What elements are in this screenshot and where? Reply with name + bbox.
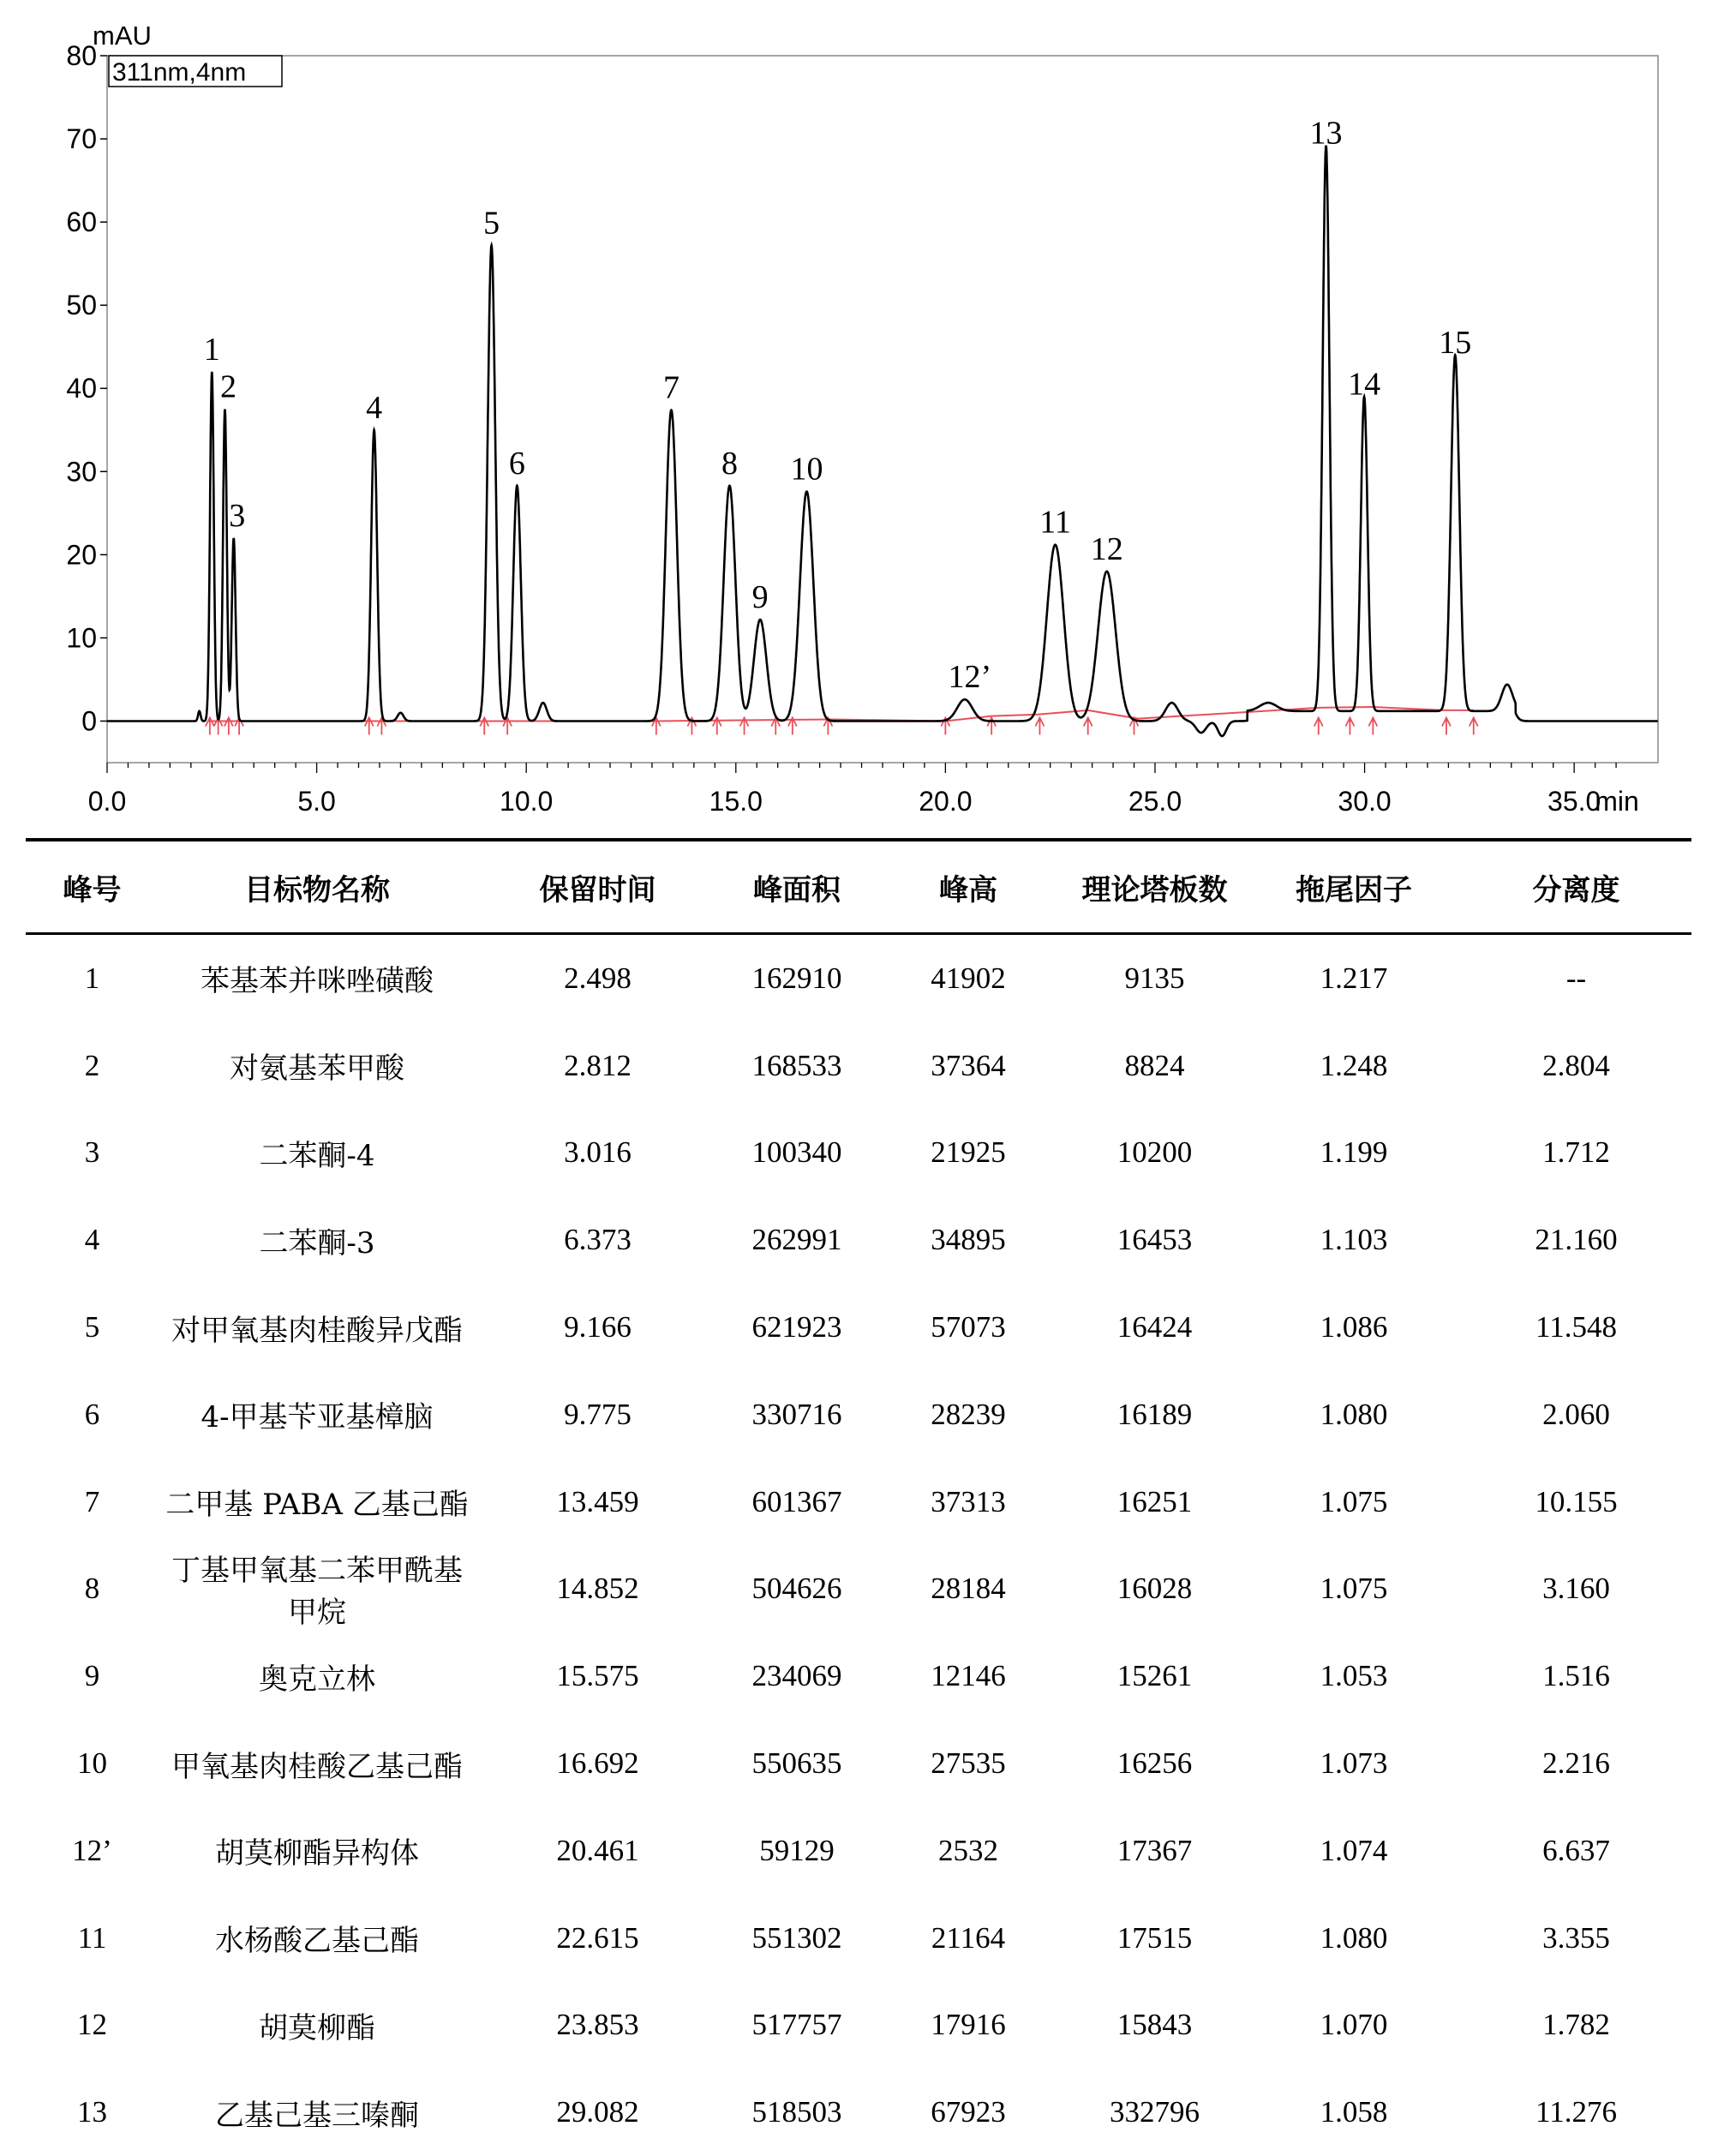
table-cell: 9135	[1124, 961, 1185, 995]
table-cell: 21925	[931, 1135, 1006, 1170]
table-cell: 1.080	[1320, 1397, 1388, 1431]
table-cell: 7	[84, 1484, 100, 1518]
table-cell: 1	[84, 961, 100, 995]
x-axis-unit: min	[1595, 786, 1639, 817]
y-tick-label: 60	[66, 207, 97, 238]
table-cell: 21.160	[1535, 1223, 1618, 1257]
x-tick-label: 0.0	[87, 786, 127, 817]
table-cell: 28239	[931, 1397, 1006, 1431]
column-header: 分离度	[1532, 872, 1620, 907]
table-cell: 1.782	[1542, 2008, 1610, 2042]
table-cell: 168533	[751, 1048, 842, 1082]
y-tick-label: 80	[66, 40, 97, 71]
table-cell: 10.155	[1535, 1484, 1618, 1518]
peak-label: 11	[1039, 504, 1071, 541]
x-tick-label: 25.0	[1128, 786, 1182, 817]
table-row	[26, 1110, 1691, 1197]
table-cell: 16453	[1116, 1223, 1193, 1257]
integration-mark	[1345, 717, 1354, 734]
table-cell: 1.080	[1320, 1920, 1388, 1955]
table-cell: 胡莫柳酯	[259, 2010, 375, 2045]
table-cell: 丁基甲氧基二苯甲酰基甲烷	[171, 1554, 463, 1631]
table-cell: 16189	[1116, 1397, 1193, 1431]
table-cell: 17515	[1116, 1920, 1193, 1955]
table-cell: 5	[84, 1310, 100, 1345]
integration-mark	[1368, 717, 1377, 734]
y-tick-label: 10	[66, 622, 97, 654]
table-cell: 9	[84, 1659, 100, 1693]
table-cell: 8824	[1124, 1048, 1185, 1082]
table-cell: --	[1565, 961, 1587, 995]
table-cell: 2532	[938, 1833, 998, 1867]
y-tick-label: 20	[66, 539, 97, 571]
table-cell: 1.075	[1320, 1484, 1388, 1518]
table-cell: 13.459	[556, 1484, 639, 1518]
table-cell: 17916	[931, 2008, 1006, 2042]
table-cell: 1.217	[1320, 961, 1388, 995]
table-row	[26, 1458, 1691, 1546]
table-cell: 27535	[931, 1746, 1006, 1781]
table-row	[26, 1807, 1691, 1895]
column-header: 保留时间	[539, 872, 656, 907]
table-cell: 1.074	[1320, 1833, 1388, 1867]
table-cell: 34895	[931, 1223, 1006, 1257]
table-cell: 苯基苯并咪唑磺酸	[201, 964, 434, 999]
y-tick-label: 40	[66, 373, 97, 404]
plot-frame	[107, 56, 1658, 763]
table-cell: 20.461	[556, 1833, 639, 1867]
table-cell: 262991	[751, 1223, 842, 1257]
table-cell: 22.615	[556, 1920, 639, 1955]
peak-label: 15	[1439, 325, 1472, 362]
table-cell: 12	[77, 2008, 107, 2042]
column-header: 峰号	[63, 872, 122, 907]
table-cell: 17367	[1116, 1833, 1193, 1867]
table-cell: 16.692	[556, 1746, 639, 1781]
integration-mark	[1470, 717, 1478, 734]
table-row	[26, 1022, 1691, 1110]
table-cell: 41902	[931, 961, 1006, 995]
table-cell: 乙基己基三嗪酮	[215, 2098, 419, 2133]
table-cell: 3.016	[564, 1135, 632, 1170]
table-cell: 3.160	[1542, 1572, 1610, 1606]
x-tick-label: 5.0	[297, 786, 336, 817]
integration-mark	[1084, 717, 1092, 734]
x-tick-label: 15.0	[709, 786, 763, 817]
table-row	[26, 1982, 1691, 2069]
table-cell: 28184	[931, 1572, 1006, 1606]
table-cell: 29.082	[556, 2095, 639, 2129]
results-table	[26, 838, 1691, 2156]
table-cell: 甲氧基肉桂酸乙基己酯	[171, 1749, 463, 1784]
table-cell: 二甲基 PABA 乙基己酯	[165, 1488, 469, 1523]
table-cell: 6	[84, 1397, 100, 1431]
table-cell: 12’	[72, 1833, 112, 1867]
column-header: 拖尾因子	[1296, 872, 1412, 907]
peak-label: 4	[366, 389, 383, 426]
table-row	[26, 1632, 1691, 1720]
x-tick-label: 10.0	[500, 786, 554, 817]
table-row	[26, 1720, 1691, 1807]
table-cell: 12146	[931, 1659, 1006, 1693]
peak-label: 14	[1348, 366, 1381, 403]
peak-label: 3	[229, 497, 246, 534]
table-cell: 6.373	[564, 1223, 632, 1257]
integration-mark	[365, 717, 374, 734]
peak-label: 9	[751, 579, 769, 616]
table-cell: 胡莫柳酯异构体	[215, 1836, 419, 1872]
table-cell: 332796	[1110, 2095, 1200, 2129]
table-cell: 3.355	[1542, 1920, 1610, 1955]
peak-label: 1	[203, 331, 220, 368]
table-cell: 100340	[751, 1135, 842, 1170]
table-cell: 1.103	[1320, 1223, 1388, 1257]
peak-label: 2	[219, 368, 236, 405]
table-cell: 10	[77, 1746, 107, 1781]
table-cell: 1.058	[1320, 2095, 1388, 2129]
x-tick-label: 35.0	[1547, 786, 1601, 817]
table-cell: 504626	[751, 1572, 842, 1606]
table-cell: 2.812	[564, 1048, 632, 1082]
table-cell: 621923	[751, 1310, 842, 1345]
integration-mark	[480, 717, 488, 734]
peak-label: 12’	[948, 659, 992, 696]
table-cell: 9.166	[564, 1310, 632, 1345]
table-cell: 1.199	[1320, 1135, 1388, 1170]
table-cell: 16424	[1116, 1310, 1193, 1345]
table-header-row	[26, 841, 1691, 932]
peak-label: 10	[790, 451, 823, 488]
table-cell: 59129	[759, 1833, 835, 1867]
table-cell: 1.516	[1542, 1659, 1610, 1693]
table-cell: 162910	[751, 961, 842, 995]
table-cell: 16256	[1116, 1746, 1193, 1781]
column-header: 目标物名称	[244, 872, 390, 907]
table-cell: 8	[84, 1572, 100, 1606]
table-cell: 15261	[1116, 1659, 1193, 1693]
integration-mark	[224, 717, 233, 734]
table-row	[26, 1284, 1691, 1371]
table-cell: 14.852	[556, 1572, 639, 1606]
peak-label: 6	[508, 445, 525, 482]
table-cell: 15.575	[556, 1659, 639, 1693]
table-cell: 二苯酮-3	[259, 1225, 375, 1261]
table-cell: 37313	[931, 1484, 1006, 1518]
table-cell: 3	[84, 1135, 100, 1170]
table-cell: 2	[84, 1048, 100, 1082]
x-tick-label: 20.0	[919, 786, 973, 817]
integration-mark	[1314, 717, 1323, 734]
integration-mark	[1442, 717, 1451, 734]
table-cell: 2.804	[1542, 1048, 1610, 1082]
x-tick-label: 30.0	[1338, 786, 1392, 817]
table-cell: 37364	[931, 1048, 1006, 1082]
table-row	[26, 2069, 1691, 2156]
table-cell: 2.498	[564, 961, 632, 995]
table-cell: 11.548	[1535, 1310, 1617, 1345]
table-cell: 518503	[751, 2095, 842, 2129]
peak-label: 5	[483, 205, 500, 242]
table-row	[26, 935, 1691, 1022]
table-cell: 水杨酸乙基己酯	[215, 1924, 419, 1959]
table-cell: 13	[77, 2095, 107, 2129]
table-cell: 67923	[931, 2095, 1006, 2129]
y-tick-label: 0	[81, 705, 97, 737]
integration-mark	[1035, 717, 1044, 734]
table-row	[26, 1895, 1691, 1982]
table-cell: 对甲氧基肉桂酸异戊酯	[171, 1313, 463, 1348]
integration-mark	[206, 717, 214, 734]
table-cell: 1.086	[1320, 1310, 1388, 1345]
legend-text: 311nm,4nm	[112, 58, 247, 87]
table-cell: 4	[84, 1223, 100, 1257]
table-cell: 1.053	[1320, 1659, 1388, 1693]
peak-label: 13	[1309, 115, 1343, 152]
column-header: 理论塔板数	[1081, 872, 1228, 907]
table-row	[26, 1546, 1691, 1633]
table-cell: 1.073	[1320, 1746, 1388, 1781]
table-cell: 6.637	[1542, 1833, 1610, 1867]
table-cell: 10200	[1116, 1135, 1193, 1170]
table-cell: 1.075	[1320, 1572, 1388, 1606]
table-cell: 11.276	[1535, 2095, 1617, 2129]
y-tick-label: 30	[66, 456, 97, 488]
table-cell: 4-甲基苄亚基樟脑	[201, 1400, 434, 1435]
y-tick-label: 70	[66, 123, 97, 155]
table-cell: 330716	[751, 1397, 842, 1431]
peak-label: 7	[662, 369, 679, 406]
table-cell: 517757	[751, 2008, 842, 2042]
table-cell: 550635	[751, 1746, 842, 1781]
chromatogram	[0, 0, 1712, 823]
table-cell: 1.248	[1320, 1048, 1388, 1082]
table-cell: 1.712	[1542, 1135, 1610, 1170]
table-cell: 1.070	[1320, 2008, 1388, 2042]
table-cell: 57073	[931, 1310, 1006, 1345]
table-cell: 15843	[1116, 2008, 1193, 2042]
table-cell: 2.216	[1542, 1746, 1610, 1781]
integration-mark	[503, 717, 512, 734]
table-cell: 11	[77, 1920, 107, 1955]
table-cell: 234069	[751, 1659, 842, 1693]
peak-label: 8	[721, 445, 738, 482]
chromatogram-trace	[107, 146, 1658, 736]
table-row	[26, 1371, 1691, 1458]
column-header: 峰面积	[753, 872, 841, 907]
chromatogram-svg	[0, 0, 1712, 823]
table-cell: 对氨基苯甲酸	[230, 1051, 404, 1087]
table-cell: 16028	[1116, 1572, 1193, 1606]
table-cell: 2.060	[1542, 1397, 1610, 1431]
table-cell: 9.775	[564, 1397, 632, 1431]
y-axis-unit: mAU	[93, 21, 152, 51]
table-cell: 二苯酮-4	[259, 1138, 375, 1173]
table-cell: 16251	[1116, 1484, 1193, 1518]
table-cell: 21164	[931, 1920, 1006, 1955]
table-cell: 551302	[751, 1920, 842, 1955]
table-cell: 601367	[751, 1484, 842, 1518]
table-row	[26, 1196, 1691, 1284]
column-header: 峰高	[939, 872, 997, 907]
table-cell: 23.853	[556, 2008, 639, 2042]
peak-label: 12	[1090, 530, 1123, 567]
y-tick-label: 50	[66, 290, 97, 321]
table-cell: 奥克立林	[259, 1662, 375, 1697]
